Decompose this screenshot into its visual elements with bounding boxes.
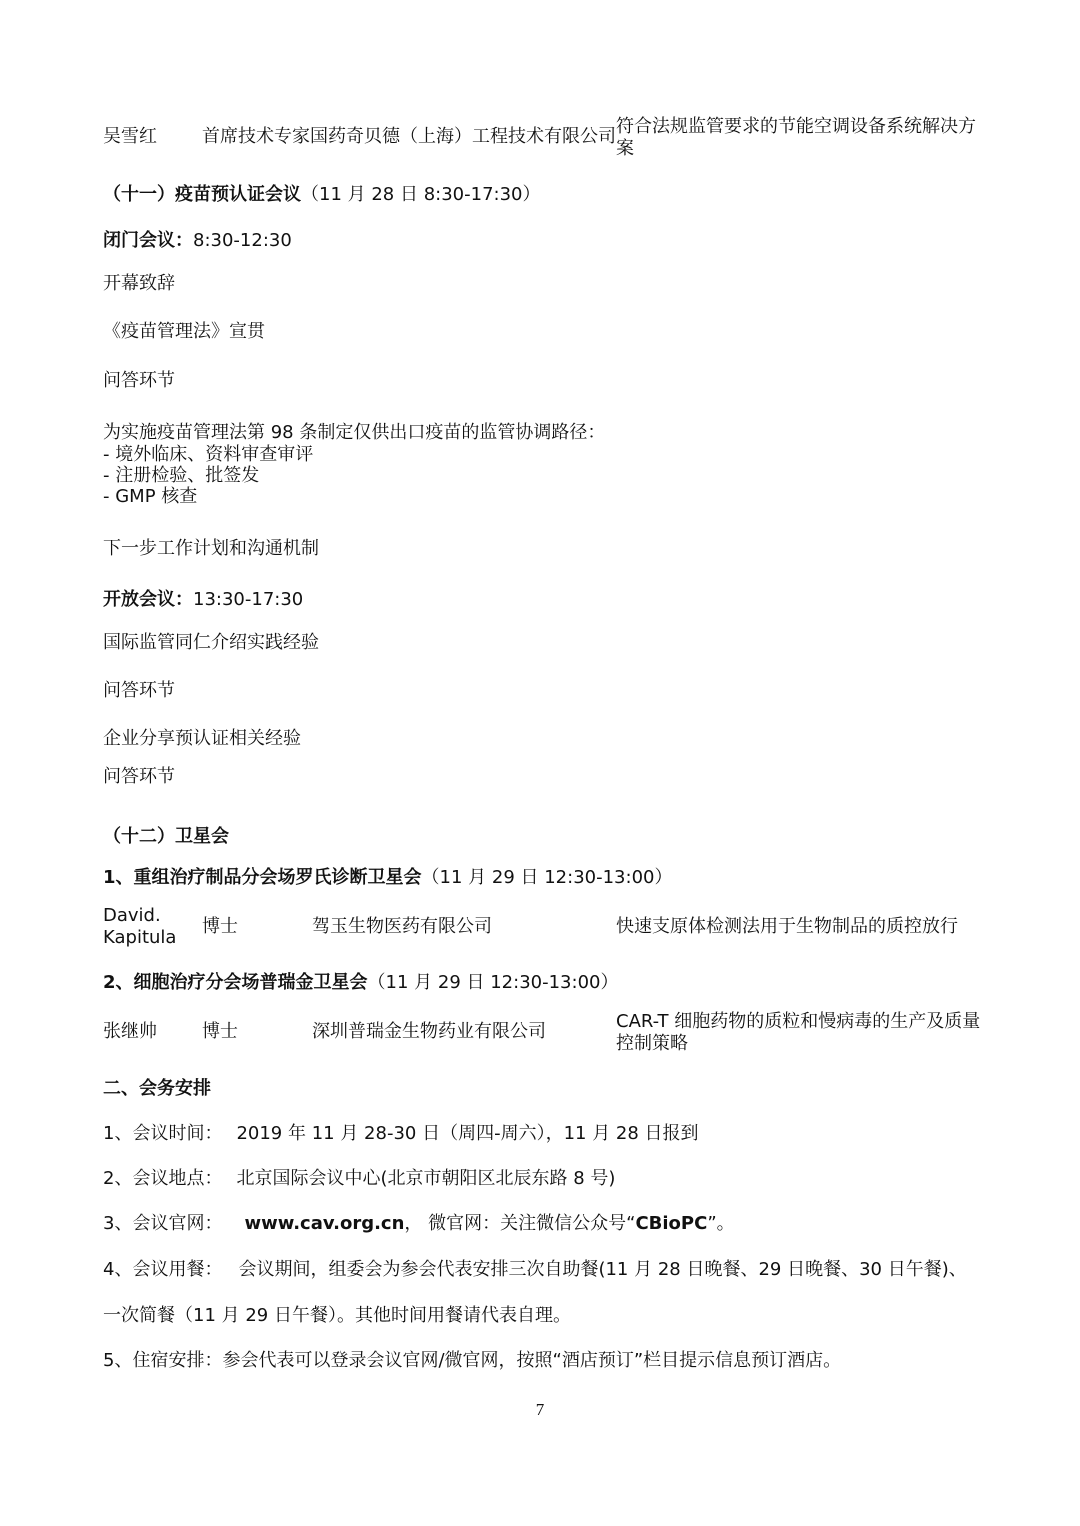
speaker-topic: 符合法规监管要求的节能空调设备系统解决方案 (616, 116, 976, 159)
closed-meeting-line (103, 230, 292, 252)
meeting-time-line (103, 1123, 699, 1145)
meal-line-1 (103, 1259, 967, 1281)
open-agenda-item: 问答环节 (103, 680, 175, 701)
meeting-venue-value: 北京国际会议中心(北京市朝阳区北辰东路 8 号) (236, 1168, 616, 1189)
accommodation-line: 5、住宿安排：参会代表可以登录会议官网/微官网，按照“酒店预订”栏目提示信息预订酒店。 (103, 1350, 842, 1371)
open-agenda-item: 企业分享预认证相关经验 (103, 728, 301, 749)
meeting-venue-line (103, 1168, 615, 1190)
speaker-title-company: 首席技术专家国药奇贝德（上海）工程技术有限公司 (202, 126, 616, 147)
sat1-company: 驾玉生物医药有限公司 (312, 916, 492, 937)
sat2-title: 博士 (202, 1021, 238, 1042)
wechat-end: ”。 (707, 1213, 735, 1234)
satellite-1-time: （11 月 29 日 12:30-13:00） (421, 867, 673, 888)
closed-meeting-label: 闭门会议： (103, 230, 193, 251)
path-item: - GMP 核查 (103, 486, 198, 507)
next-step: 下一步工作计划和沟通机制 (103, 538, 319, 559)
open-meeting-line (103, 589, 303, 611)
satellite-2-title: 2、细胞治疗分会场普瑞金卫星会 (103, 972, 368, 993)
meeting-website-label: 3、会议官网： (103, 1213, 223, 1234)
agenda-item: 问答环节 (103, 370, 175, 391)
path-item: - 注册检验、批签发 (103, 465, 260, 486)
sat2-name: 张继帅 (103, 1021, 157, 1042)
meeting-time-label: 1、会议时间： (103, 1123, 223, 1144)
agenda-item: 开幕致辞 (103, 273, 175, 294)
closed-meeting-time: 8:30-12:30 (193, 230, 292, 251)
sat1-name-line2: Kapitula (103, 927, 177, 948)
meeting-venue-label: 2、会议地点： (103, 1168, 223, 1189)
meal-label: 4、会议用餐： (103, 1259, 223, 1280)
path-intro: 为实施疫苗管理法第 98 条制定仅供出口疫苗的监管协调路径： (103, 422, 606, 443)
meeting-website-line (103, 1213, 735, 1235)
path-item: - 境外临床、资料审查审评 (103, 444, 314, 465)
section-2-heading: 二、会务安排 (103, 1078, 211, 1099)
meal-desc: 会议期间，组委会为参会代表安排三次自助餐(11 月 28 日晚餐、29 日晚餐、30 日午餐)、 (238, 1259, 967, 1280)
satellite-2-time: （11 月 29 日 12:30-13:00） (367, 972, 619, 993)
section-11-time: （11 月 28 日 8:30-17:30） (301, 184, 541, 205)
sat2-company: 深圳普瑞金生物药业有限公司 (312, 1021, 546, 1042)
section-11-heading (103, 184, 540, 206)
wechat-intro: ， 微官网：关注微信公众号“ (404, 1213, 636, 1234)
section-11-title: （十一）疫苗预认证会议 (103, 184, 301, 205)
satellite-1-title: 1、重组治疗制品分会场罗氏诊断卫星会 (103, 867, 422, 888)
meal-line-2: 一次简餐（11 月 29 日午餐）。其他时间用餐请代表自理。 (103, 1305, 571, 1326)
open-meeting-label: 开放会议： (103, 589, 193, 610)
section-12-heading: （十二）卫星会 (103, 826, 229, 847)
wechat-account: CBioPC (635, 1213, 708, 1234)
sat1-topic: 快速支原体检测法用于生物制品的质控放行 (616, 916, 958, 937)
speaker-name: 吴雪红 (103, 126, 157, 147)
sat1-name-line1: David. (103, 905, 161, 926)
sat2-topic: CAR-T 细胞药物的质粒和慢病毒的生产及质量控制策略 (616, 1011, 981, 1054)
meeting-time-value: 2019 年 11 月 28-30 日（周四-周六），11 月 28 日报到 (236, 1123, 699, 1144)
open-agenda-item: 国际监管同仁介绍实践经验 (103, 632, 319, 653)
page-number: 7 (535, 1400, 545, 1419)
website-link[interactable]: www.cav.org.cn (244, 1213, 405, 1234)
satellite-1-heading (103, 867, 672, 889)
open-meeting-time: 13:30-17:30 (193, 589, 304, 610)
open-agenda-item: 问答环节 (103, 766, 175, 787)
satellite-2-heading (103, 972, 618, 994)
agenda-item: 《疫苗管理法》宣贯 (103, 321, 265, 342)
sat1-title: 博士 (202, 916, 238, 937)
